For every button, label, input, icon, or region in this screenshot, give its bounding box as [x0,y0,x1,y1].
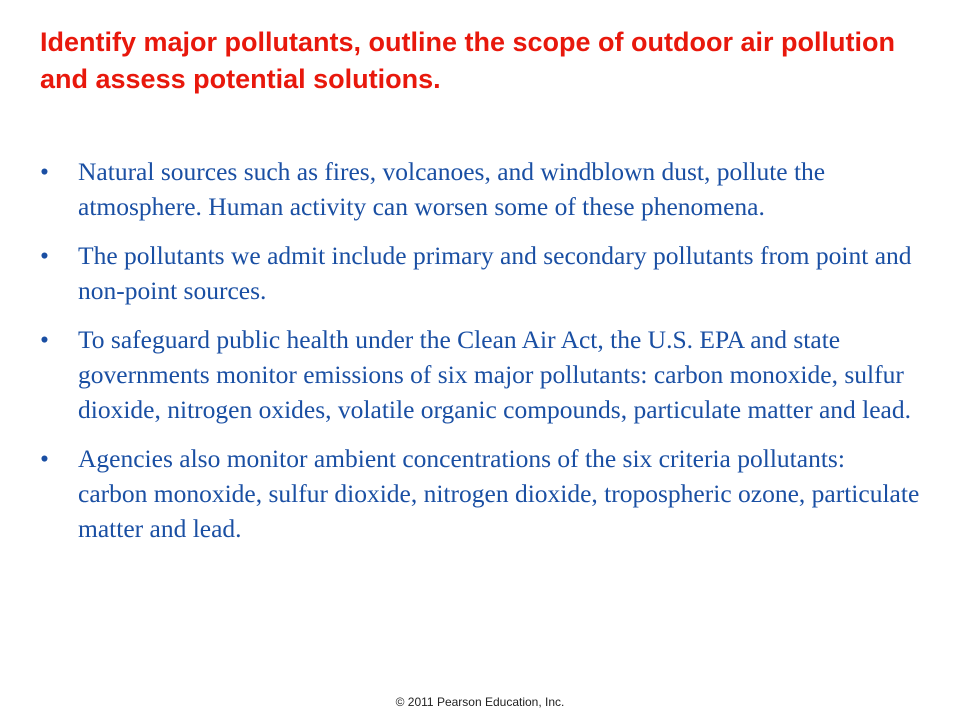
bullet-item-natural-sources [40,154,920,224]
bullet-dot-icon: • [40,157,49,186]
bullet-dot-icon: • [40,444,49,473]
bullet-text: Natural sources such as fires, volcanoes, and windblown dust, pollute the atmosphere. Human activity can worsen some of these phenomena. [78,157,826,221]
bullet-dot-icon: • [40,241,49,270]
bullet-dot-icon: • [40,325,49,354]
bullet-text: Agencies also monitor ambient concentrations of the six criteria pollutants: carbon monoxide, sulfur dioxide, nitrogen dioxide, tropospheric ozone, particulate matter and lead. [78,444,920,543]
bullet-item-primary-secondary [40,238,920,308]
copyright-footer: © 2011 Pearson Education, Inc. [395,695,565,709]
bullet-text: The pollutants we admit include primary and secondary pollutants from point and non-point sources. [78,241,912,305]
bullet-list [40,154,920,546]
slide-title: Identify major pollutants, outline the scope of outdoor air pollution and assess potential solutions. [40,27,895,94]
bullet-item-clean-air-act [40,322,920,427]
bullet-text: To safeguard public health under the Clean Air Act, the U.S. EPA and state governments monitor emissions of six major pollutants: carbon monoxide, sulfur dioxide, nitrogen oxides, volatile organic compounds, particulate matter and lead. [78,325,911,424]
bullet-item-criteria-pollutants [40,441,920,546]
